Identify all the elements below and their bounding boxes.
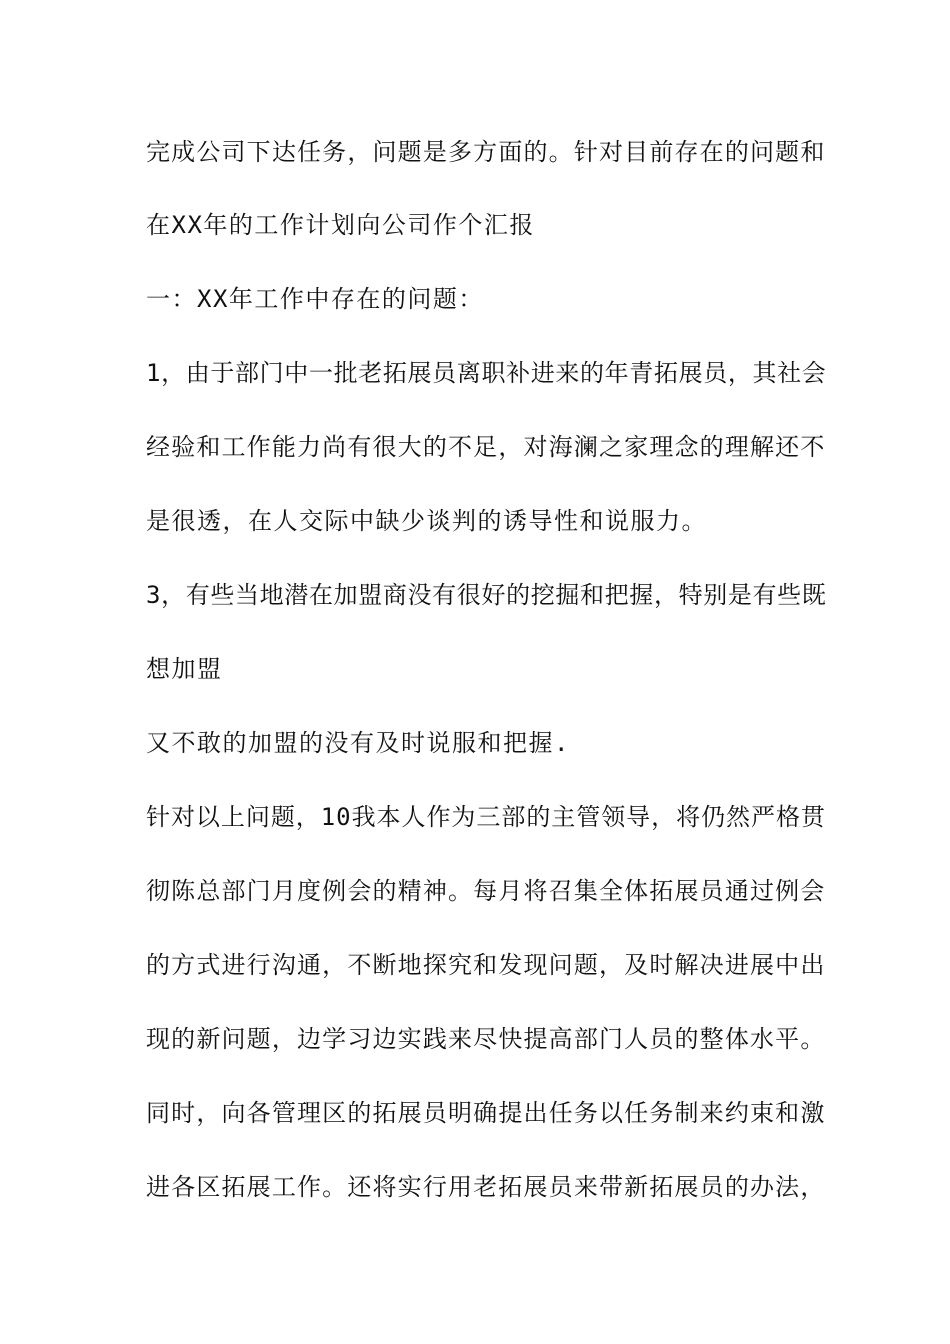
section-heading: 一：XX年工作中存在的问题：	[146, 285, 484, 313]
text-line: 现的新问题，边学习边实践来尽快提高部门人员的整体水平。	[146, 1025, 826, 1053]
text-line: 完成公司下达任务，问题是多方面的。针对目前存在的问题和	[146, 138, 826, 166]
text-line: 想加盟	[146, 655, 223, 683]
text-line: 是很透，在人交际中缺少谈判的诱导性和说服力。	[146, 507, 707, 535]
text-line: 的方式进行沟通，不断地探究和发现问题，及时解决进展中出	[146, 951, 826, 979]
text-line: 1，由于部门中一批老拓展员离职补进来的年青拓展员，其社会	[146, 359, 827, 387]
text-line: 又不敢的加盟的没有及时说服和把握.	[146, 729, 570, 757]
text-line: 进各区拓展工作。还将实行用老拓展员来带新拓展员的办法，	[146, 1173, 826, 1201]
text-line: 经验和工作能力尚有很大的不足，对海澜之家理念的理解还不	[146, 433, 826, 461]
text-line: 彻陈总部门月度例会的精神。每月将召集全体拓展员通过例会	[146, 877, 826, 905]
text-line: 3，有些当地潜在加盟商没有很好的挖掘和把握，特别是有些既	[146, 581, 827, 609]
text-line: 同时，向各管理区的拓展员明确提出任务以任务制来约束和激	[146, 1099, 826, 1127]
text-line: 在XX年的工作计划向公司作个汇报	[146, 211, 535, 239]
text-line: 针对以上问题，10我本人作为三部的主管领导，将仍然严格贯	[146, 803, 826, 831]
